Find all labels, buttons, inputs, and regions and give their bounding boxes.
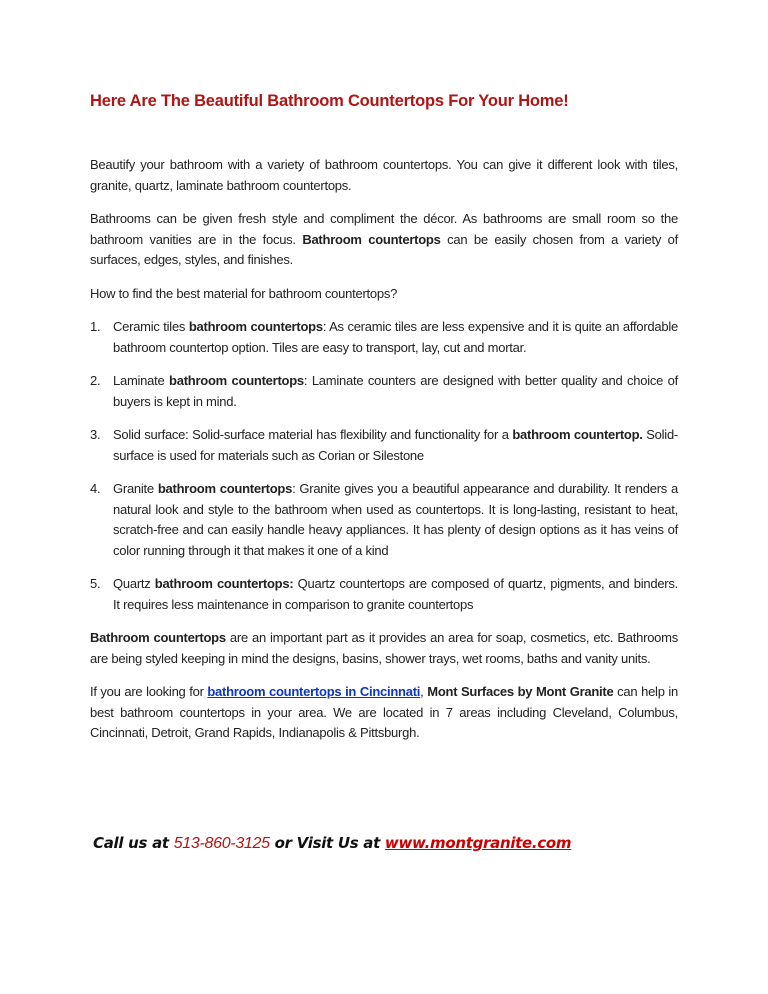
style-paragraph: [90, 209, 678, 271]
text: : As ceramic tiles are less expensive and it is quite an affordable bathroom countertop option. Tiles are easy to transport, lay, cut and mortar.: [113, 319, 678, 355]
list-item: [90, 317, 678, 358]
text: Quartz countertops are composed of quartz, pigments, and binders. It requires less maintenance in comparison to granite countertops: [113, 576, 679, 612]
text: : Granite gives you a beautiful appearance and durability. It renders a natural look and style to the bathroom when used as countertops. It is long-lasting, resistant to heat, scratch-free and can easily handle heavy appliances. It has plenty of design options as it has veins of color running through it that makes it one of a kind: [113, 481, 678, 558]
text: Laminate: [113, 373, 170, 388]
text: can be easily chosen from a variety of surfaces, edges, styles, and finishes.: [90, 231, 678, 267]
document-title: Here Are The Beautiful Bathroom Countertops For Your Home!: [90, 92, 569, 110]
bold-text: bathroom countertop.: [512, 427, 643, 442]
list-item: [90, 371, 678, 412]
text: Solid-surface is used for materials such as Corian or Silestone: [113, 427, 679, 463]
text: ,: [420, 684, 428, 699]
text: are an important part as it provides an area for soap, cosmetics, etc. Bathrooms are being styled keeping in mind the designs, basins, shower trays, wet rooms, baths and vanity units.: [90, 630, 678, 666]
cincinnati-countertops-link[interactable]: bathroom countertops in Cincinnati: [207, 684, 421, 699]
intro-paragraph: Beautify your bathroom with a variety of bathroom countertops. You can give it different look with tiles, granite, quartz, laminate bathroom countertops.: [90, 157, 678, 193]
text: Granite: [113, 481, 158, 496]
contact-paragraph: [90, 682, 678, 744]
phone-number: 513-860-3125: [173, 835, 270, 852]
materials-list: [90, 317, 678, 615]
list-number: 1.: [90, 319, 101, 334]
company-name: Mont Surfaces by Mont Granite: [427, 684, 614, 699]
text: Solid surface: Solid-surface material has flexibility and functionality for a: [113, 427, 513, 442]
question-paragraph: How to find the best material for bathroom countertops?: [90, 285, 398, 301]
text: Quartz: [113, 576, 155, 591]
bold-text: bathroom countertops:: [154, 576, 294, 591]
list-item: [90, 574, 678, 615]
text: can help in best bathroom countertops in your area. We are located in 7 areas including Cleveland, Columbus, Cincinnati, Detroit, Grand Rapids, Indianapolis & Pittsburgh.: [90, 684, 678, 740]
bold-text: bathroom countertops: [157, 481, 293, 496]
call-to-action: [93, 834, 571, 853]
call-middle: or Visit Us at: [269, 834, 385, 852]
document-page: [90, 92, 678, 757]
list-number: 5.: [90, 576, 101, 591]
list-number: 3.: [90, 427, 101, 442]
list-item: [90, 479, 678, 561]
text: Bathrooms can be given fresh style and compliment the décor. As bathrooms are small room so the bathroom vanities are in the focus.: [90, 211, 678, 247]
bold-text: bathroom countertops: [188, 319, 323, 334]
text: : Laminate counters are designed with better quality and choice of buyers is kept in mind.: [113, 373, 678, 409]
list-item: [90, 425, 678, 466]
text: Ceramic tiles: [113, 319, 189, 334]
list-number: 2.: [90, 373, 101, 388]
importance-paragraph: [90, 628, 678, 669]
bold-text: Bathroom countertops: [302, 231, 441, 247]
call-prefix: Call us at: [93, 834, 174, 852]
website-link[interactable]: www.montgranite.com: [384, 834, 572, 852]
list-number: 4.: [90, 481, 101, 496]
bold-text: Bathroom countertops: [90, 630, 226, 645]
bold-text: bathroom countertops: [169, 373, 304, 388]
text: If you are looking for: [90, 684, 208, 699]
